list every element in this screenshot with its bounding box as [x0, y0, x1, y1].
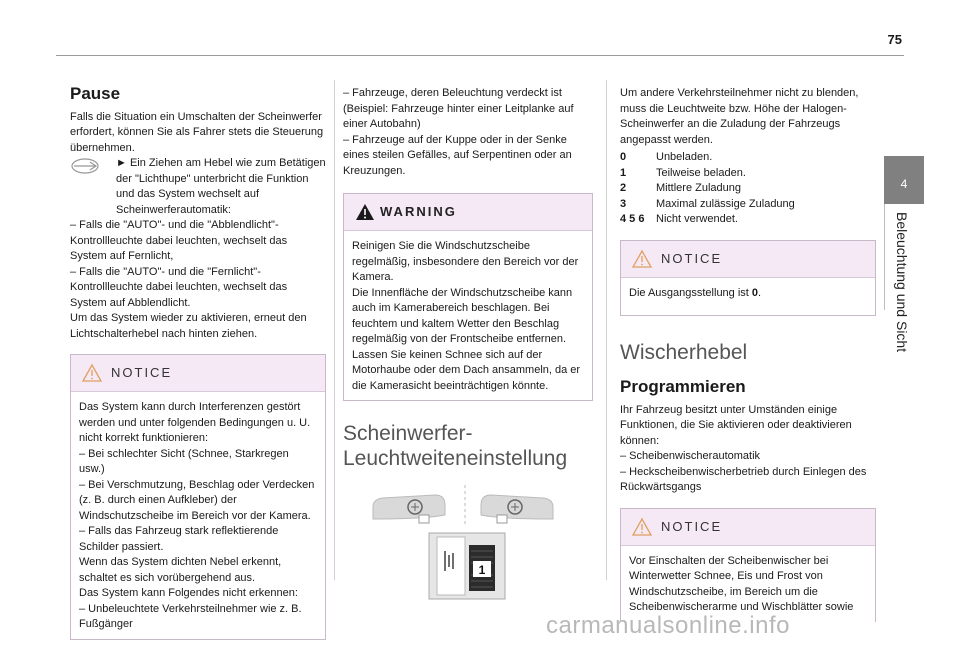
- notice-header: [621, 241, 875, 278]
- warning-label: WARNING: [380, 204, 457, 219]
- notice-triangle-icon: [631, 517, 653, 537]
- paragraph: Falls die Situation ein Umschalten der Scheinwerfer erfordert, können Sie als Fahrer stets die Steuerung übernehmen.: [70, 110, 324, 154]
- chapter-tab: 4: [884, 156, 924, 204]
- watermark: carmanualsonline.info: [546, 612, 790, 639]
- notice-text: – Unbeleuchtete Verkehrsteilnehmer wie z. B. Fußgänger: [79, 602, 302, 630]
- lever-pull-icon: [70, 157, 100, 175]
- warning-text: Reinigen Sie die Windschutzscheibe regelmäßig, insbesondere den Bereich vor der Kamera.: [352, 240, 579, 283]
- instruction-block: [70, 156, 326, 218]
- warning-text: Lassen Sie keinen Schnee sich auf der Motorhaube oder dem Dach ansammeln, da er die Kamerasicht beeinträchtigen könnte.: [352, 348, 581, 392]
- paragraph: Ein Ziehen am Hebel wie zum Betätigen der "Lichthupe" unterbricht die Funktion und das System wechselt auf Scheinwerferautomatik:: [116, 157, 326, 216]
- notice-text: Vor Einschalten der Scheibenwischer bei Winterwetter Schnee, Eis und Frost von Windschutzscheibe, im Bereich um die Scheibenwischerarme und Wischblätter sowie: [629, 554, 854, 613]
- list-item: – Fahrzeuge auf der Kuppe oder in der Senke eines steilen Gefälles, auf Serpentinen oder an Kreuzungen.: [343, 133, 572, 177]
- notice-text: Das System kann Folgendes nicht erkennen:: [79, 587, 298, 599]
- chapter-title-text: Beleuchtung und Sicht: [894, 212, 910, 353]
- list-item: – Scheibenwischerautomatik: [620, 450, 761, 462]
- notice-label: NOTICE: [661, 518, 723, 534]
- notice-text: – Bei Verschmutzung, Beschlag oder Verdecken (z. B. durch einen Aufkleber) der Windschutzscheibe im Bereich vor der Kamera.: [79, 478, 315, 522]
- load-position-table: [620, 150, 795, 228]
- table-row: [620, 166, 795, 182]
- section-title: Wischerhebel: [620, 341, 748, 364]
- wheel-position-label: 1: [478, 563, 486, 577]
- load-position-desc: Mittlere Zuladung: [656, 182, 741, 194]
- warning-box: [343, 193, 593, 401]
- load-position-key: 0: [620, 151, 627, 163]
- column-middle: [343, 86, 593, 603]
- warning-triangle-icon: [354, 202, 376, 222]
- list-item: – Falls die "AUTO"- und die "Abblendlicht"-Kontrollleuchte dabei leuchten, wechselt das System auf Fernlicht,: [70, 219, 288, 262]
- chapter-side-title: [872, 190, 932, 370]
- arrow-bullet: ►: [116, 157, 127, 169]
- notice-triangle-icon: [81, 363, 103, 383]
- load-position-key: 1: [620, 166, 627, 179]
- list-item: – Heckscheibenwischerbetrieb durch Einlegen des Rückwärtsgangs: [620, 465, 867, 493]
- notice-text: – Falls das Fahrzeug stark reflektierende Schilder passiert.: [79, 525, 279, 553]
- notice-text: .: [758, 286, 762, 299]
- paragraph: Ihr Fahrzeug besitzt unter Umständen einige Funktionen, die Sie aktivieren oder deaktivieren können:: [620, 403, 852, 447]
- load-position-desc: Teilweise beladen.: [656, 166, 746, 179]
- headlamp-adjust-figure: [365, 485, 565, 603]
- warning-text: Die Innenfläche der Windschutzscheibe kann auch im Kamerabereich beschlagen. Bei feuchtem und kaltem Wetter den Beschlag regelmäßig von der Frontscheibe entfernen.: [352, 286, 573, 345]
- section-heading: Pause: [70, 84, 121, 103]
- load-position-desc: Maximal zulässige Zuladung: [656, 197, 795, 210]
- notice-text: Die Ausgangsstellung ist: [629, 286, 752, 299]
- notice-label: NOTICE: [661, 250, 723, 266]
- load-position-key: 4 5 6: [620, 213, 645, 225]
- load-position-key: 2: [620, 182, 627, 194]
- warning-header: [344, 194, 592, 231]
- load-position-desc: Unbeladen.: [656, 151, 713, 163]
- notice-triangle-icon: [631, 249, 653, 269]
- notice-body: [621, 278, 875, 316]
- column-divider: [606, 80, 607, 580]
- notice-box: [620, 240, 876, 317]
- list-item: – Fahrzeuge, deren Beleuchtung verdeckt ist (Beispiel: Fahrzeuge hinter einer Leitplanke auf einer Autobahn): [343, 87, 574, 130]
- warning-body: [344, 231, 592, 400]
- page-number: 75: [887, 32, 902, 47]
- notice-box: [620, 508, 876, 622]
- table-row: [620, 197, 795, 213]
- notice-text: Das System kann durch Interferenzen gestört werden und unter folgenden Bedingungen u. U. nicht korrekt funktionieren:: [79, 401, 311, 444]
- notice-header: [71, 355, 325, 392]
- notice-header: [621, 509, 875, 546]
- column-left: [70, 86, 326, 640]
- notice-text: – Bei schlechter Sicht (Schnee, Starkregen usw.): [79, 447, 289, 475]
- column-right: [620, 86, 876, 622]
- header-rule: [56, 55, 904, 56]
- list-item: – Falls die "AUTO"- und die "Fernlicht"-Kontrollleuchte dabei leuchten, wechselt das System auf Abblendlicht.: [70, 265, 288, 309]
- load-position-key: 3: [620, 197, 627, 210]
- notice-body: [71, 392, 325, 639]
- table-row: [620, 212, 795, 228]
- notice-body: [621, 546, 875, 622]
- notice-text: Wenn das System dichten Nebel erkennt, schaltet es sich vorübergehend aus.: [79, 556, 282, 584]
- paragraph: Um das System wieder zu aktivieren, erneut den Lichtschalterhebel nach hinten ziehen.: [70, 312, 307, 340]
- paragraph: Um andere Verkehrsteilnehmer nicht zu blenden, muss die Leuchtweite bzw. Höhe der Halogen-Scheinwerfer an die Zuladung der Fahrzeugs angepasst werden.: [620, 87, 859, 146]
- notice-box: [70, 354, 326, 640]
- notice-label: NOTICE: [111, 365, 173, 380]
- load-position-desc: Nicht verwendet.: [656, 213, 738, 225]
- section-title: Scheinwerfer-Leuchtweiteneinstellung: [343, 422, 568, 470]
- column-divider: [334, 80, 335, 580]
- table-row: [620, 181, 795, 197]
- notice-text-bold: 0: [751, 286, 759, 299]
- section-heading: Programmieren: [620, 377, 746, 396]
- table-row: [620, 150, 795, 166]
